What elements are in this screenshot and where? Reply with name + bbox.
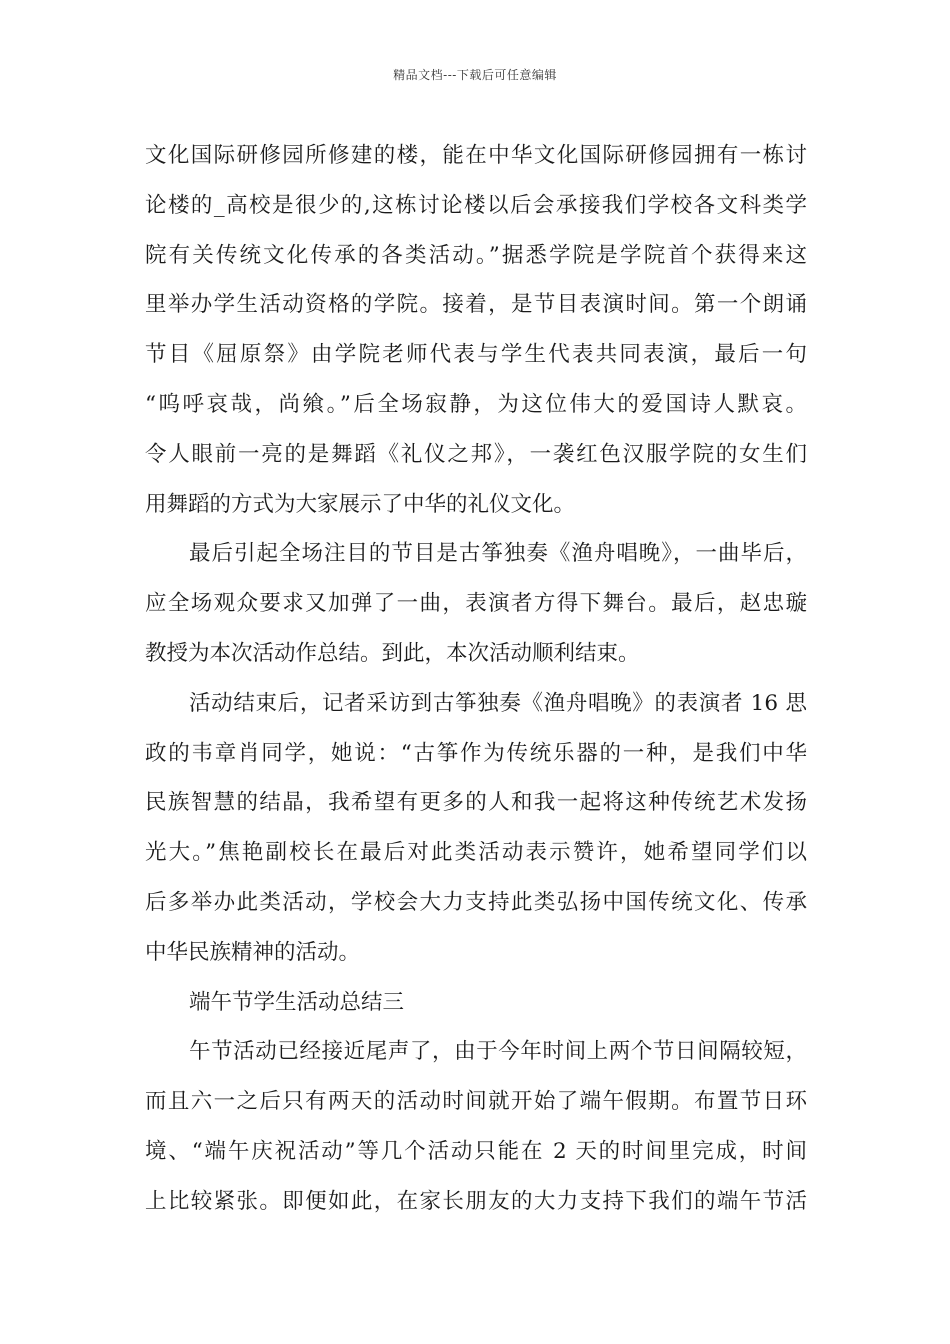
text-line: 教授为本次活动作总结。到此，本次活动顺利结束。: [145, 640, 640, 666]
text-line: 午节活动已经接近尾声了，由于今年时间上两个节日间隔较短，: [189, 1039, 807, 1065]
text-line: 光大。”焦艳副校长在最后对此类活动表示赞许，她希望同学们以: [145, 840, 807, 866]
text-line: “呜呼哀哉，尚飨。”后全场寂静，为这位伟大的爱国诗人默哀。: [145, 391, 807, 417]
text-line: 里举办学生活动资格的学院。接着，是节目表演时间。第一个朗诵: [145, 292, 807, 318]
page-header: 精品文档---下载后可任意编辑: [393, 68, 557, 82]
text-line: 应全场观众要求又加弹了一曲，表演者方得下舞台。最后，赵忠璇: [145, 591, 807, 617]
text-line: 最后引起全场注目的节目是古筝独奏《渔舟唱晚》，一曲毕后，: [189, 541, 807, 567]
text-line: 文化国际研修园所修建的楼，能在中华文化国际研修园拥有一栋讨: [145, 143, 807, 168]
text-line: 院有关传统文化传承的各类活动。”据悉学院是学院首个获得来这: [145, 242, 807, 268]
text-line: 用舞蹈的方式为大家展示了中华的礼仪文化。: [145, 491, 576, 517]
text-line: 令人眼前一亮的是舞蹈《礼仪之邦》，一袭红色汉服学院的女生们: [145, 441, 807, 467]
text-line: 而且六一之后只有两天的活动时间就开始了端午假期。布置节日环: [145, 1089, 807, 1115]
text-line: 境、“端午庆祝活动”等几个活动只能在 2 天的时间里完成，时间: [145, 1138, 807, 1164]
text-line: 民族智慧的结晶，我希望有更多的人和我一起将这种传统艺术发扬: [145, 790, 807, 816]
text-line: 论楼的_高校是很少的,这栋讨论楼以后会承接我们学校各文科类学: [145, 192, 807, 218]
text-line: 中华民族精神的活动。: [145, 939, 361, 965]
text-line: 上比较紧张。即便如此，在家长朋友的大力支持下我们的端午节活: [145, 1188, 807, 1214]
text-line: 端午节学生活动总结三: [189, 989, 405, 1015]
text-line: 政的韦章肖同学，她说：“古筝作为传统乐器的一种，是我们中华: [145, 740, 807, 766]
text-line: 后多举办此类活动，学校会大力支持此类弘扬中国传统文化、传承: [145, 889, 807, 915]
document-body: [145, 131, 807, 1227]
text-line: 活动结束后，记者采访到古筝独奏《渔舟唱晚》的表演者 16 思: [189, 690, 807, 716]
text-line: 节目《屈原祭》由学院老师代表与学生代表共同表演，最后一句: [145, 342, 807, 368]
